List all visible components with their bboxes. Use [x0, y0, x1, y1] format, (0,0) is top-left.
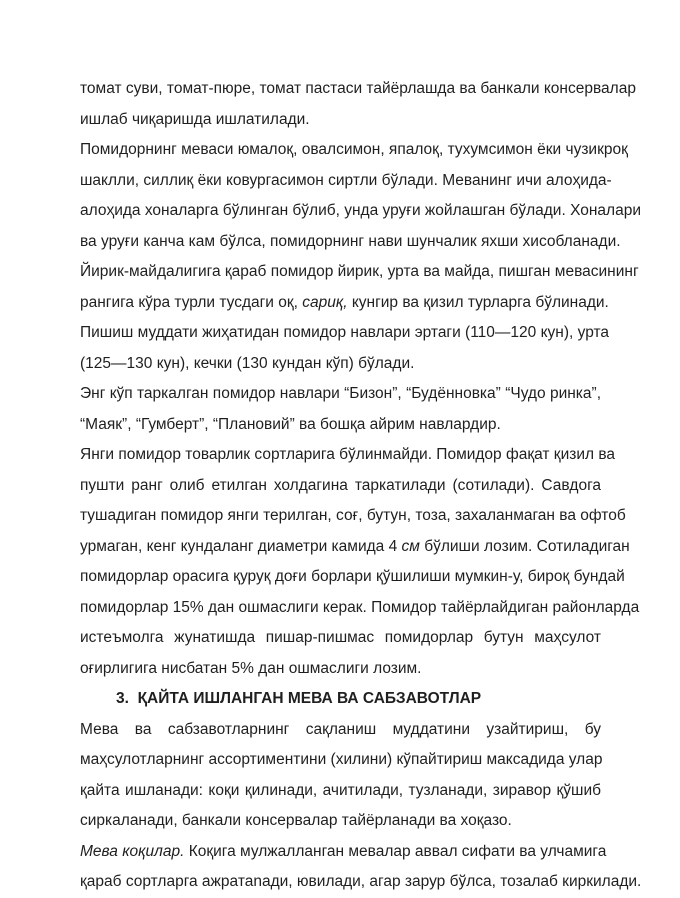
text-line: Помидорнинг меваси юмалоқ, овалсимон, япалоқ, тухумсимон ёки чузикроқ [80, 141, 628, 158]
section-title: ҚАЙТА ИШЛАНГАН МЕВА ВА САБЗАВОТЛАР [137, 690, 482, 707]
text-line [80, 288, 609, 319]
text-run: Коқига мулжалланган мевалар аввал сифати ва улчамига [184, 842, 607, 860]
text-run: бўлиши лозим. Сотиладиган [419, 537, 630, 555]
text-line: “Маяк”, “Гумберт”, “Плановий” ва бошқа айрим навлардир. [80, 415, 501, 433]
section-number: 3. [116, 690, 129, 707]
text-line: сиркаланади, банкали консервалар тайёрланади ва хоқазо. [80, 812, 512, 829]
text-line: (125—130 кун), кечки (130 кундан кўп) бўлади. [80, 354, 415, 372]
text-line: томат суви, томат-пюре, томат пастаси тайёрлашда ва банкали консервалар [80, 80, 636, 97]
text-line: қайта ишланади: коқи қилинади, ачитилади, тузланади, зиравор қўшиб [80, 781, 601, 799]
text-line: Пишиш муддати жиҳатидан помидор навлари эртаги (110—120 кун), урта [80, 324, 610, 341]
text-line: ишлаб чиқаришда ишлатилади. [80, 110, 310, 128]
text-line: помидорлар 15% дан ошмаслиги керак. Помидор тайёрлайдиган районларда [80, 598, 640, 616]
text-line: шаклли, силлиқ ёки ковургасимон сиртли бўлади. Меванинг ичи алоҳида- [80, 171, 612, 189]
text-line: истеъмолга жунатишда пишар-пишмас помидорлар бутун маҳсулот [80, 629, 601, 646]
text-line: алоҳида хоналарга бўлинган бўлиб, унда уруғи жойлашган бўлади. Хоналари [80, 202, 641, 219]
text-run: урмаган, кенг кундаланг диаметри камида 4 [80, 537, 402, 555]
text-line: Янги помидор товарлик сортларига бўлинмайди. Помидор фақат қизил ва [80, 446, 616, 463]
text-run: кунгир ва қизил турларга бўлинади. [347, 293, 609, 311]
text-line: Мева ва сабзавотларнинг сақланиш муддатини узайтириш, бу [80, 720, 601, 738]
text-line: ва уруғи канча кам бўлса, помидорнинг нави шунчалик яхши хисобланади. [80, 232, 621, 250]
italic-word: сариқ, [302, 293, 348, 311]
italic-word: см [401, 537, 420, 555]
text-line: оғирлигига нисбатан 5% дан ошмаслиги лозим. [80, 659, 422, 677]
text-line: қараб сортларга ажратаnади, ювилади, агар зарур бўлса, тозалаб киркилади. [80, 873, 642, 890]
text-line: пушти ранг олиб етилган холдагина таркатилади (сотилади). Савдога [80, 476, 601, 494]
text-line: помидорлар орасига қуруқ доғи борлари қўшилиши мумкин-у, бироқ бундай [80, 568, 625, 585]
text-line: тушадиган помидор янги терилган, соғ, бутун, тоза, захаланмаган ва офтоб [80, 507, 626, 524]
italic-term: Мева коқилар. [80, 842, 185, 860]
text-line: маҳсулотларнинг ассортиментини (хилини) кўпайтириш максадида улар [80, 751, 603, 768]
text-line [80, 837, 607, 868]
body-text [80, 74, 642, 898]
section-heading [80, 684, 601, 715]
text-run: рангига кўра турли тусдаги оқ, [80, 293, 303, 311]
text-line [80, 532, 630, 563]
text-line: Энг кўп таркалган помидор навлари “Бизон”, “Будённовка” “Чудо ринка”, [80, 385, 601, 402]
text-line: Йирик-майдалигига қараб помидор йирик, урта ва майда, пишган мевасининг [80, 263, 639, 280]
